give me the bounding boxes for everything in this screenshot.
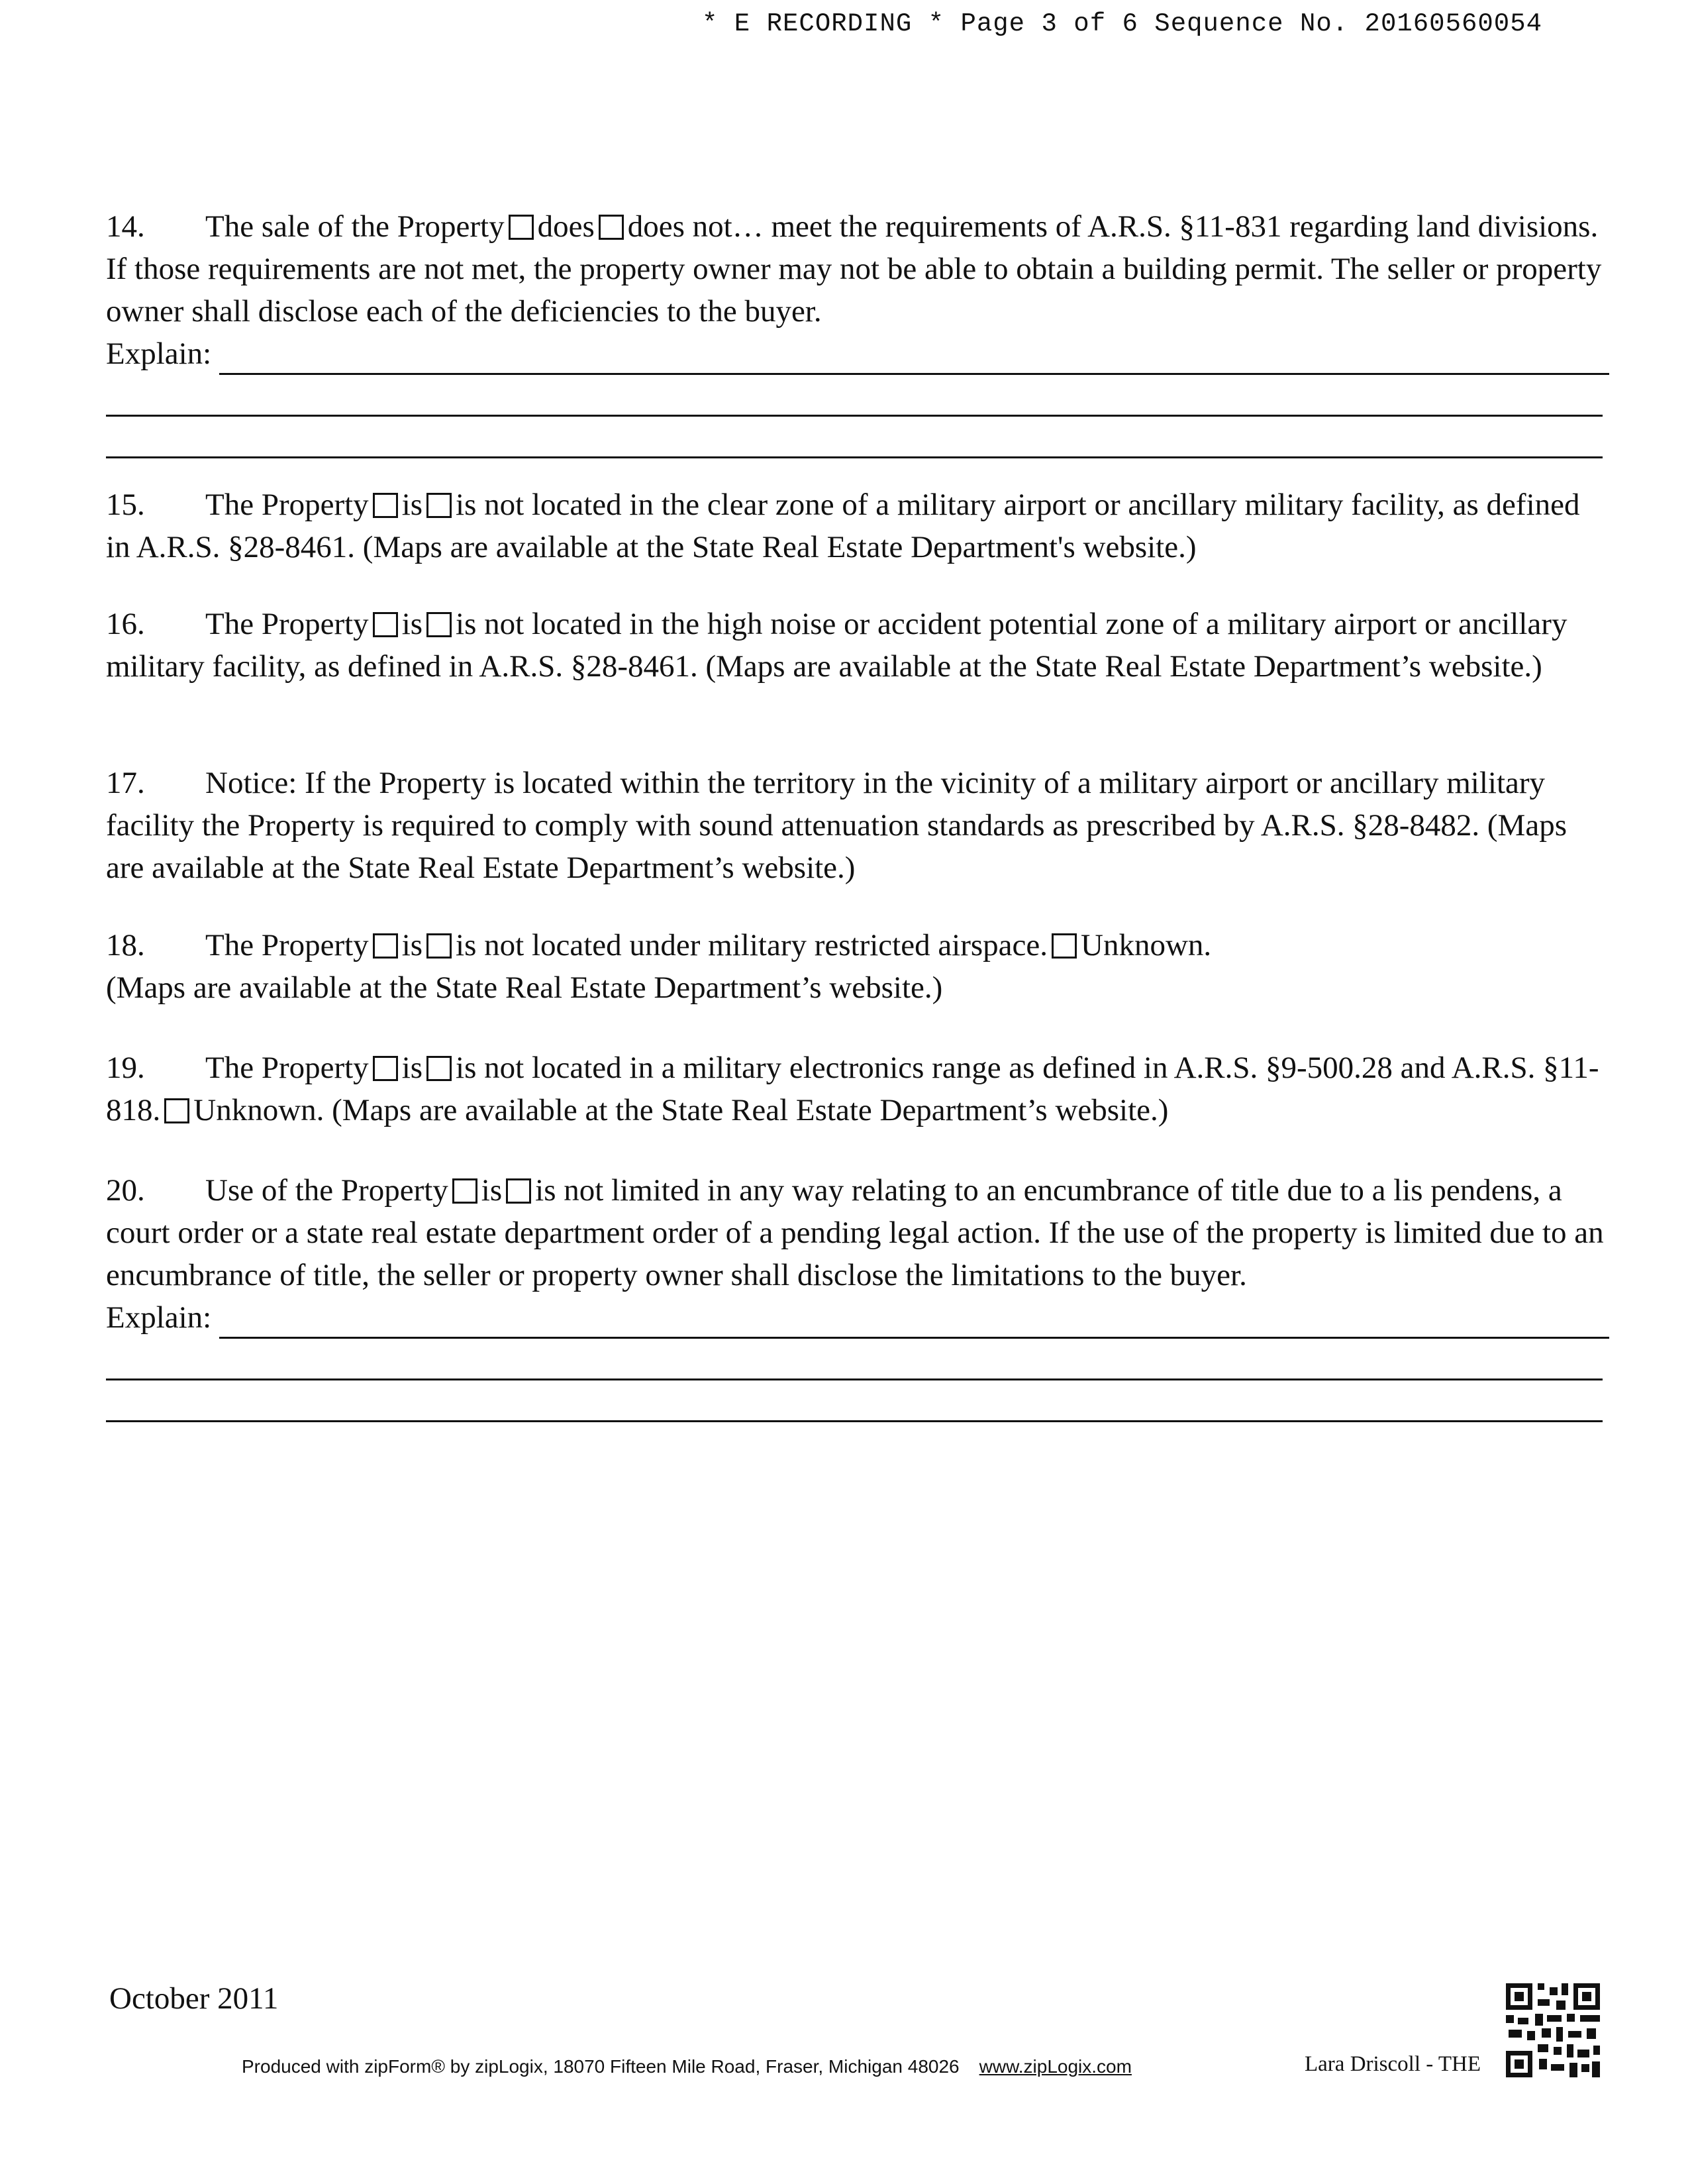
recording-header: * E RECORDING * Page 3 of 6 Sequence No. 20160560054	[702, 9, 1542, 38]
item-20	[106, 1169, 1609, 1422]
explain-field-line-3[interactable]	[106, 417, 1603, 458]
explain-field-line-2[interactable]	[106, 375, 1603, 417]
explain-field-line-2[interactable]	[106, 1339, 1603, 1380]
item-number: 15.	[106, 488, 145, 522]
item-number: 19.	[106, 1051, 145, 1085]
item-text: is not located in the high noise or accident potential zone of a military airport or ancillary military facility, as defined in A.R.S. §28-8461. (Maps are available at the State Real Estate Department’s website.)	[106, 607, 1568, 684]
option-label: is	[401, 928, 423, 962]
is-checkbox[interactable]	[452, 1178, 477, 1204]
is-checkbox[interactable]	[373, 1056, 398, 1081]
explain-row	[106, 333, 1609, 375]
explain-label: Explain:	[106, 337, 212, 371]
option-label: is	[401, 607, 423, 641]
option-label: does	[537, 209, 595, 244]
form-date: October 2011	[109, 1981, 279, 2016]
item-14	[106, 205, 1609, 458]
item-number: 16.	[106, 607, 145, 641]
explain-field[interactable]	[219, 1305, 1609, 1339]
item-text: does not… meet the requirements of A.R.S. §11-831 regarding land divisions. If those requirements are not met, the property owner may not be able to obtain a building permit. The seller or property owner shall disclose each of the deficiencies to the buyer.	[106, 209, 1602, 329]
unknown-checkbox[interactable]	[164, 1098, 189, 1123]
is-not-checkbox[interactable]	[426, 933, 452, 959]
item-18	[106, 924, 1609, 1009]
item-text: The Property	[205, 607, 369, 641]
is-not-checkbox[interactable]	[426, 493, 452, 518]
does-checkbox[interactable]	[509, 215, 534, 240]
item-text: Notice: If the Property is located within the territory in the vicinity of a military airport or ancillary military facility the Property is required to comply with sound attenuation standards as prescribed by A.R.S. §28-8482. (Maps are available at the State Real Estate Department’s website.)	[106, 766, 1567, 885]
is-checkbox[interactable]	[373, 493, 398, 518]
item-number: 20.	[106, 1173, 145, 1208]
item-number: 18.	[106, 928, 145, 962]
item-text: is not located in a military electronics range as defined in A.R.S. §9-500.28 and A.R.S. §11-818.	[106, 1051, 1599, 1127]
option-label: is	[401, 1051, 423, 1085]
item-text: is not located under military restricted airspace.	[456, 928, 1048, 962]
is-not-checkbox[interactable]	[426, 612, 452, 637]
explain-row	[106, 1296, 1609, 1339]
item-text: The Property	[205, 488, 369, 522]
item-16	[106, 603, 1609, 688]
is-checkbox[interactable]	[373, 933, 398, 959]
option-label: Unknown.	[1081, 928, 1212, 962]
item-text: The Property	[205, 928, 369, 962]
option-label: is	[481, 1173, 503, 1208]
item-number: 14.	[106, 209, 145, 244]
is-checkbox[interactable]	[373, 612, 398, 637]
is-not-checkbox[interactable]	[506, 1178, 531, 1204]
item-19	[106, 1047, 1609, 1131]
unknown-checkbox[interactable]	[1052, 933, 1077, 959]
item-note: (Maps are available at the State Real Estate Department’s website.)	[106, 970, 943, 1005]
does-not-checkbox[interactable]	[599, 215, 624, 240]
producer-text: Produced with zipForm® by zipLogix, 18070 Fifteen Mile Road, Fraser, Michigan 48026	[242, 2056, 960, 2077]
option-label: is	[401, 488, 423, 522]
item-17	[106, 762, 1609, 889]
explain-label: Explain:	[106, 1300, 212, 1335]
item-number: 17.	[106, 766, 145, 800]
option-label: Unknown. (Maps are available at the State Real Estate Department’s website.)	[193, 1093, 1169, 1127]
producer-credit	[242, 2056, 1132, 2077]
item-text: Use of the Property	[205, 1173, 448, 1208]
item-text: is not located in the clear zone of a military airport or ancillary military facility, as defined in A.R.S. §28-8461. (Maps are available at the State Real Estate Department's website.)	[106, 488, 1580, 564]
item-15	[106, 484, 1609, 568]
item-text: The sale of the Property	[205, 209, 505, 244]
item-text: is not limited in any way relating to an encumbrance of title due to a lis pendens, a court order or a state real estate department order of a pending legal action. If the use of the property is limited due to an encumbrance of title, the seller or property owner shall disclose the limitations to the buyer.	[106, 1173, 1604, 1292]
agent-name: Lara Driscoll - THE	[1305, 2052, 1481, 2076]
is-not-checkbox[interactable]	[426, 1056, 452, 1081]
item-text: The Property	[205, 1051, 369, 1085]
ziplogix-link[interactable]: www.zipLogix.com	[979, 2056, 1132, 2077]
explain-field-line-3[interactable]	[106, 1380, 1603, 1422]
explain-field[interactable]	[219, 341, 1609, 375]
qr-code-icon	[1503, 1981, 1603, 2080]
